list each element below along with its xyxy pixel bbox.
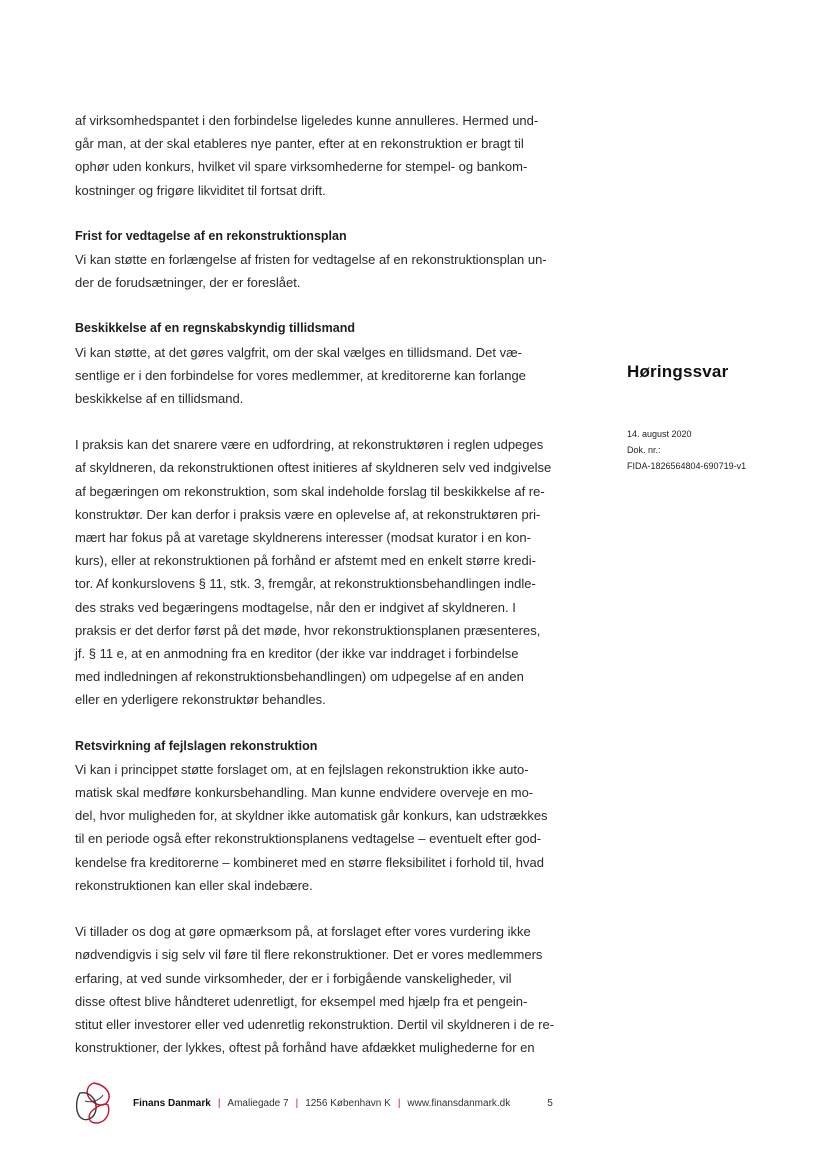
text-line: I praksis kan det snarere være en udfordring, at rekonstruktøren i reglen udpeges xyxy=(75,437,544,453)
text-line: konstruktioner, der lykkes, oftest på forhånd have afdækket mulighederne for en xyxy=(75,1040,535,1056)
text-line: jf. § 11 e, at en anmodning fra en kreditor (der ikke var inddraget i forbindelse xyxy=(75,646,519,662)
text-line: disse oftest blive håndteret udenretligt, for eksempel med hjælp fra et pengein- xyxy=(75,993,528,1009)
text-line: mært har fokus på at varetage skyldnerens interesser (modsat kurator i en kon- xyxy=(75,530,531,546)
footer-separator: | xyxy=(295,1097,299,1109)
section-frist xyxy=(75,225,570,295)
text-line: stitut eller investorer eller ved udenretlig rekonstruktion. Dertil vil skyldneren i de re- xyxy=(75,1016,555,1032)
text-line: af begæringen om rekonstruktion, som skal indeholde forslag til beskikkelse af re- xyxy=(75,483,545,499)
text-line: af virksomhedspantet i den forbindelse ligeledes kunne annulleres. Hermed und- xyxy=(75,113,539,128)
text-line: matisk skal medføre konkursbehandling. Man kunne endvidere overveje en mo- xyxy=(75,785,534,801)
sidebar xyxy=(627,362,817,382)
section-heading: Retsvirkning af fejlslagen rekonstruktion xyxy=(75,738,318,753)
text-line: erfaring, at ved sunde virksomheder, der er i forbigående vanskeligheder, vil xyxy=(75,970,512,986)
text-line: kostninger og frigøre likviditet til fortsat drift. xyxy=(75,182,326,198)
text-line: til en periode også efter rekonstruktionsplanens vedtagelse – eventuelt efter god- xyxy=(75,831,542,847)
text-line: beskikkelse af en tillidsmand. xyxy=(75,391,244,407)
finans-danmark-logo-icon xyxy=(75,1081,113,1125)
footer-separator: | xyxy=(217,1097,221,1109)
text-line: Vi kan støtte, at det gøres valgfrit, om der skal vælges en tillidsmand. Det væ- xyxy=(75,344,522,360)
section-heading: Beskikkelse af en regnskabskyndig tillidsmand xyxy=(75,321,355,336)
section-beskikkelse xyxy=(75,317,570,711)
footer-website-link[interactable]: www.finansdanmark.dk xyxy=(407,1097,511,1109)
footer-city: 1256 København K xyxy=(305,1097,391,1109)
footer-address: Amaliegade 7 xyxy=(227,1097,289,1109)
text-line: med indledningen af rekonstruktionsbehandlingen) om udpegelse af en anden xyxy=(75,669,524,685)
document-meta xyxy=(627,426,746,474)
text-line: praksis er det derfor først på det møde, hvor rekonstruktionsplanen præsenteres, xyxy=(75,622,541,638)
text-line: del, hvor muligheden for, at skyldner ikke automatisk går konkurs, kan udstrækkes xyxy=(75,808,548,824)
text-line: Vi tillader os dog at gøre opmærksom på, at forslaget efter vores vurdering ikke xyxy=(75,924,531,940)
text-line: tor. Af konkurslovens § 11, stk. 3, fremgår, at rekonstruktionsbehandlingen indle- xyxy=(75,576,536,592)
document-date: 14. august 2020 xyxy=(627,429,692,439)
text-line: kurs), eller at rekonstruktionen på forhånd er afstemt med en enkelt større kredi- xyxy=(75,553,536,569)
paragraph-intro xyxy=(75,109,570,202)
footer-separator: | xyxy=(397,1097,401,1109)
text-line: nødvendigvis i sig selv vil føre til flere rekonstruktioner. Det er vores medlemmers xyxy=(75,947,543,963)
section-heading: Frist for vedtagelse af en rekonstruktionsplan xyxy=(75,228,347,243)
text-line: Vi kan i princippet støtte forslaget om, at en fejlslagen rekonstruktion ikke auto- xyxy=(75,761,529,777)
doc-number: FIDA-1826564804-690719-v1 xyxy=(627,461,747,471)
text-line: kendelse fra kreditorerne – kombineret med en større fleksibilitet i forhold til, hvad xyxy=(75,854,544,870)
text-line: går man, at der skal etableres nye panter, efter at en rekonstruktion er bragt til xyxy=(75,136,524,152)
document-type-title: Høringssvar xyxy=(627,362,729,381)
doc-number-label: Dok. nr.: xyxy=(627,445,661,455)
text-line: ophør uden konkurs, hvilket vil spare virksomhederne for stempel- og bankom- xyxy=(75,159,528,175)
page-footer xyxy=(75,1078,595,1128)
section-retsvirkning xyxy=(75,735,570,1060)
text-line: rekonstruktionen kan eller skal indebære. xyxy=(75,877,313,893)
page-number: 5 xyxy=(547,1097,553,1109)
text-line: konstruktør. Der kan derfor i praksis være en oplevelse af, at rekonstruktøren pri- xyxy=(75,506,541,522)
text-line: der de forudsætninger, der er foreslået. xyxy=(75,275,301,291)
document-body xyxy=(75,109,570,1059)
footer-brand: Finans Danmark xyxy=(133,1097,211,1109)
text-line: eller en yderligere rekonstruktør behandles. xyxy=(75,692,326,708)
text-line: des straks ved begæringens modtagelse, når den er indgivet af skyldneren. I xyxy=(75,599,516,615)
text-line: sentlige er i den forbindelse for vores medlemmer, at kreditorerne kan forlange xyxy=(75,367,526,383)
text-line: Vi kan støtte en forlængelse af fristen for vedtagelse af en rekonstruktionsplan un- xyxy=(75,252,547,268)
text-line: af skyldneren, da rekonstruktionen oftest initieres af skyldneren selv ved indgivelse xyxy=(75,460,552,476)
